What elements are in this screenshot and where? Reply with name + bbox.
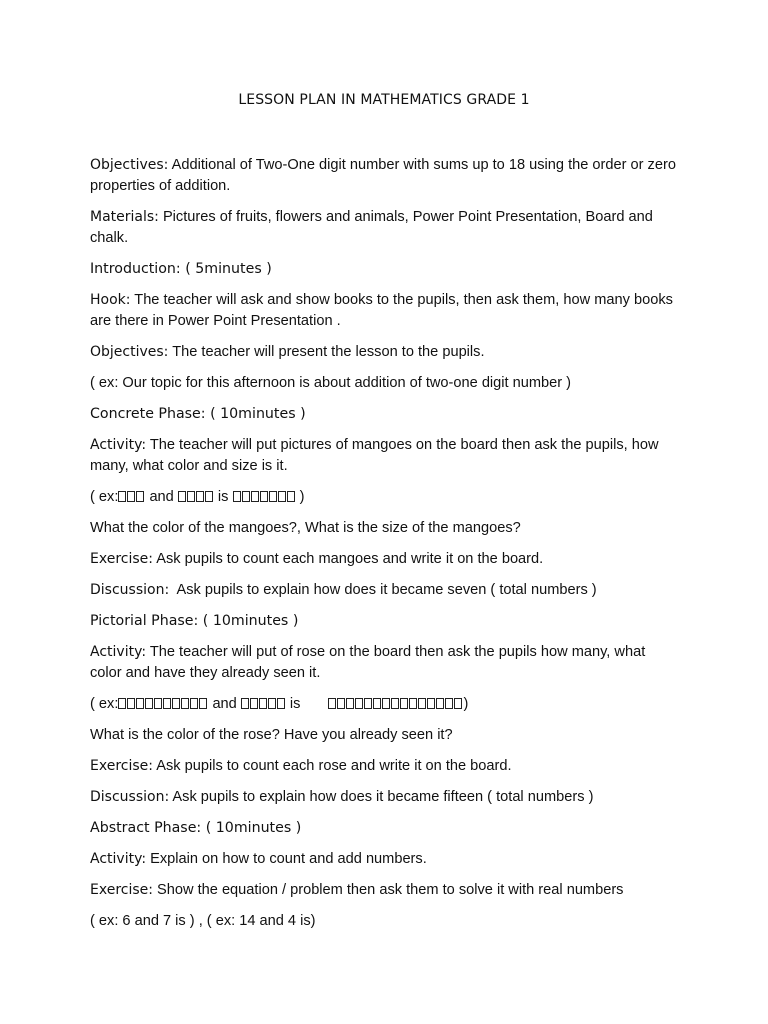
exercise-2-label: Exercise: — [90, 758, 153, 774]
exercise-1-text: Ask pupils to count each mangoes and write it on the board. — [152, 551, 544, 567]
discussion-1-text: Ask pupils to explain how does it became seven ( total numbers ) — [169, 582, 597, 598]
missing-glyph-icon — [145, 698, 153, 709]
activity-3-label: Activity: — [90, 851, 147, 867]
activity-1-text: The teacher will put pictures of mangoes on the board then ask the pupils, how many, what color and size is it. — [90, 437, 659, 474]
missing-glyph-icon — [127, 698, 135, 709]
missing-glyph-icon — [268, 698, 276, 709]
missing-glyph-icon — [190, 698, 198, 709]
missing-glyph-icon — [127, 491, 135, 502]
missing-glyph-icon — [205, 491, 213, 502]
activity-3-paragraph — [90, 849, 680, 870]
objectives-2-label: Objectives: — [90, 344, 169, 360]
objectives-2-text: The teacher will present the lesson to the pupils. — [168, 344, 485, 360]
missing-glyph-icon — [181, 698, 189, 709]
example-rose — [90, 694, 680, 715]
activity-1-paragraph — [90, 435, 680, 477]
example-numbers: ( ex: 6 and 7 is ) , ( ex: 14 and 4 is) — [90, 913, 316, 929]
objectives-label: Objectives: — [90, 157, 169, 173]
question-rose: What is the color of the rose? Have you already seen it? — [90, 727, 453, 743]
materials-label: Materials: — [90, 209, 159, 225]
missing-glyph-icon — [287, 491, 295, 502]
missing-glyph-icon — [436, 698, 444, 709]
discussion-2-label: Discussion: — [90, 789, 170, 805]
missing-glyph-icon — [196, 491, 204, 502]
missing-glyph-icon — [136, 491, 144, 502]
missing-glyph-icon — [373, 698, 381, 709]
example-rose-suffix: ) — [463, 696, 469, 712]
introduction-heading: Introduction: ( 5minutes ) — [90, 261, 272, 277]
hook-label: Hook: — [90, 292, 131, 308]
example-mangoes-prefix: ( ex: — [90, 489, 119, 505]
exercise-2-text: Ask pupils to count each rose and write it on the board. — [152, 758, 512, 774]
missing-glyph-icon — [346, 698, 354, 709]
example-rose-is: is — [285, 696, 301, 712]
missing-glyph-icon — [118, 491, 126, 502]
concrete-phase-heading: Concrete Phase: ( 10minutes ) — [90, 406, 306, 422]
example-topic: ( ex: Our topic for this afternoon is about addition of two-one digit number ) — [90, 375, 572, 391]
hook-paragraph — [90, 290, 680, 332]
activity-2-label: Activity: — [90, 644, 147, 660]
exercise-3-paragraph — [90, 880, 680, 901]
exercise-1-label: Exercise: — [90, 551, 153, 567]
missing-glyph-icon — [269, 491, 277, 502]
missing-glyph-icon — [199, 698, 207, 709]
exercise-2-paragraph — [90, 756, 680, 777]
missing-glyph-icon — [427, 698, 435, 709]
missing-glyph-icon — [250, 698, 258, 709]
missing-glyph-icon — [400, 698, 408, 709]
example-mangoes-and: and — [145, 489, 178, 505]
missing-glyph-icon — [154, 698, 162, 709]
activity-1-label: Activity: — [90, 437, 147, 453]
missing-glyph-icon — [391, 698, 399, 709]
example-mangoes — [90, 487, 680, 508]
missing-glyph-icon — [251, 491, 259, 502]
example-mangoes-is: is — [213, 489, 233, 505]
missing-glyph-icon — [187, 491, 195, 502]
materials-text: Pictures of fruits, flowers and animals, Power Point Presentation, Board and chalk. — [90, 209, 653, 246]
hook-text: The teacher will ask and show books to the pupils, then ask them, how many books are there in Power Point Presentation . — [90, 292, 673, 329]
missing-glyph-icon — [259, 698, 267, 709]
missing-glyph-icon — [337, 698, 345, 709]
missing-glyph-icon — [445, 698, 453, 709]
discussion-1-paragraph — [90, 580, 680, 601]
missing-glyph-icon — [418, 698, 426, 709]
missing-glyph-icon — [382, 698, 390, 709]
missing-glyph-icon — [241, 698, 249, 709]
missing-glyph-icon — [355, 698, 363, 709]
missing-glyph-icon — [278, 491, 286, 502]
objectives-text: Additional of Two-One digit number with sums up to 18 using the order or zero properties of addition. — [90, 157, 676, 194]
page-title: LESSON PLAN IN MATHEMATICS GRADE 1 — [238, 92, 530, 108]
missing-glyph-icon — [328, 698, 336, 709]
pictorial-phase-heading: Pictorial Phase: ( 10minutes ) — [90, 613, 299, 629]
missing-glyph-icon — [118, 698, 126, 709]
missing-glyph-icon — [136, 698, 144, 709]
example-mangoes-suffix: ) — [295, 489, 305, 505]
exercise-3-text: Show the equation / problem then ask them to solve it with real numbers — [152, 882, 624, 898]
missing-glyph-icon — [364, 698, 372, 709]
missing-glyph-icon — [454, 698, 462, 709]
activity-3-text: Explain on how to count and add numbers. — [146, 851, 427, 867]
discussion-2-paragraph — [90, 787, 680, 808]
missing-glyph-icon — [260, 491, 268, 502]
question-mangoes: What the color of the mangoes?, What is the size of the mangoes? — [90, 520, 521, 536]
activity-2-text: The teacher will put of rose on the board then ask the pupils how many, what color and have they already seen it. — [90, 644, 646, 681]
missing-glyph-icon — [277, 698, 285, 709]
activity-2-paragraph — [90, 642, 680, 684]
missing-glyph-icon — [409, 698, 417, 709]
objectives-paragraph — [90, 155, 680, 197]
materials-paragraph — [90, 207, 680, 249]
example-rose-and: and — [208, 696, 241, 712]
discussion-1-label: Discussion: — [90, 582, 170, 598]
discussion-2-text: Ask pupils to explain how does it became fifteen ( total numbers ) — [169, 789, 594, 805]
objectives-2-paragraph — [90, 342, 680, 363]
missing-glyph-icon — [178, 491, 186, 502]
missing-glyph-icon — [172, 698, 180, 709]
abstract-phase-heading: Abstract Phase: ( 10minutes ) — [90, 820, 302, 836]
example-rose-prefix: ( ex: — [90, 696, 119, 712]
missing-glyph-icon — [163, 698, 171, 709]
exercise-3-label: Exercise: — [90, 882, 153, 898]
document-body — [90, 155, 680, 942]
missing-glyph-icon — [233, 491, 241, 502]
exercise-1-paragraph — [90, 549, 680, 570]
missing-glyph-icon — [242, 491, 250, 502]
